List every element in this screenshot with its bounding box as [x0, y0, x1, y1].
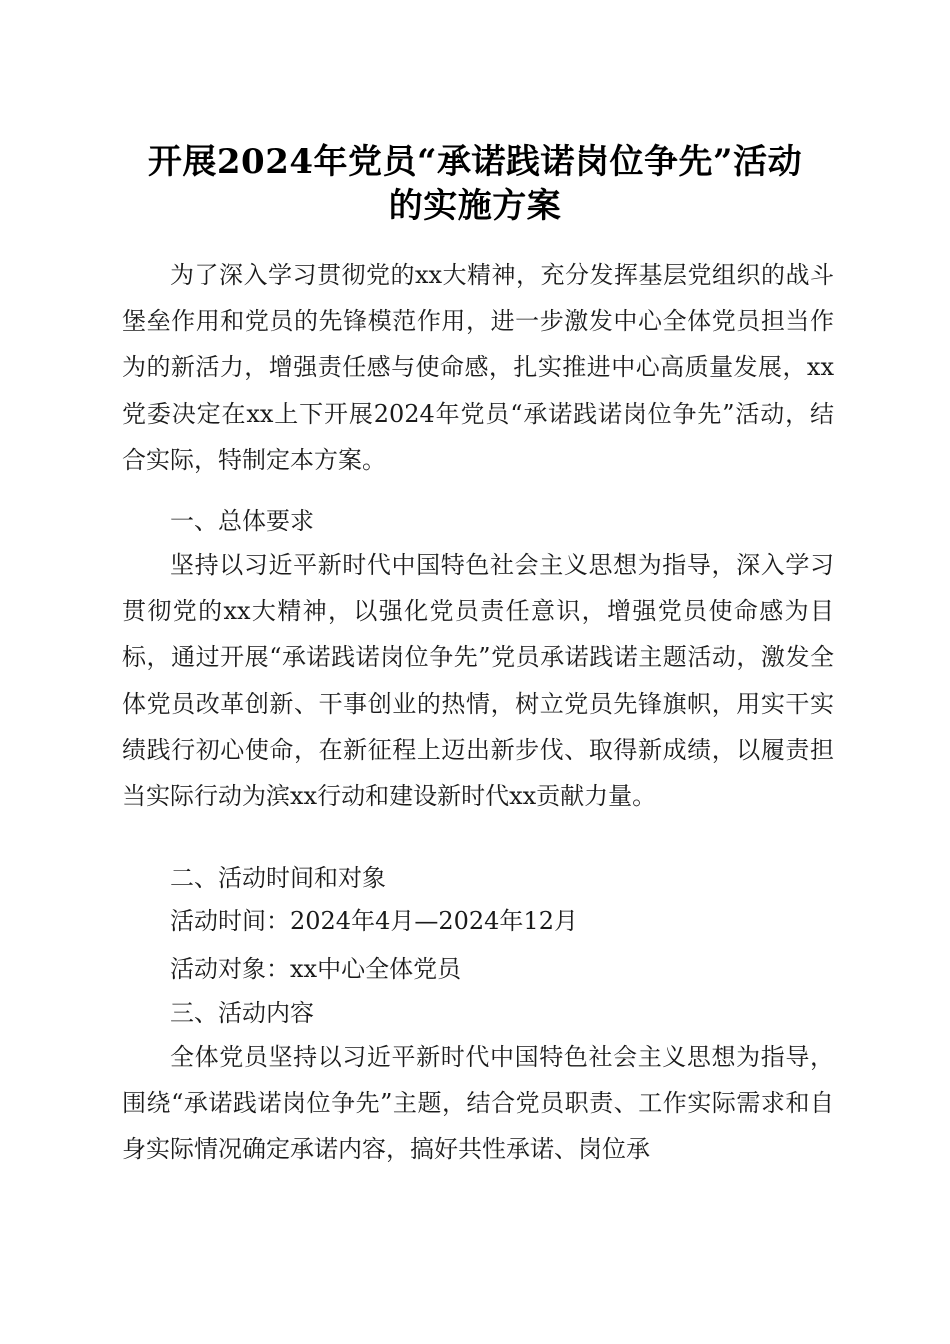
section-body-general-requirements: 坚持以习近平新时代中国特色社会主义思想为指导，深入学习贯彻党的xx大精神，以强化党员责任意识，增强党员使命感为目标，通过开展“承诺践诺岗位争先”党员承诺践诺主题活动，激发全体党员改革创新、干事创业的热情，树立党员先锋旗帜，用实干实绩践行初心使命，在新征程上迈出新步伐、取得新成绩，以履责担当实际行动为滨xx行动和建设新时代xx贡献力量。	[122, 551, 834, 811]
document-title-line-1: 开展2024年党员“承诺践诺岗位争先”活动	[147, 142, 803, 182]
section-heading-activity-content: 三、活动内容	[170, 999, 314, 1027]
section-heading-time-and-target: 二、活动时间和对象	[170, 864, 386, 892]
activity-target-line: 活动对象：xx中心全体党员	[170, 955, 462, 983]
section-heading-general-requirements: 一、总体要求	[170, 507, 314, 535]
intro-paragraph: 为了深入学习贯彻党的xx大精神，充分发挥基层党组织的战斗堡垒作用和党员的先锋模范作用，进一步激发中心全体党员担当作为的新活力，增强责任感与使命感，扎实推进中心高质量发展，xx党委决定在xx上下开展2024年党员“承诺践诺岗位争先”活动，结合实际，特制定本方案。	[122, 261, 834, 474]
activity-time-line: 活动时间：2024年4月—2024年12月	[170, 907, 578, 935]
section-body-activity-content: 全体党员坚持以习近平新时代中国特色社会主义思想为指导，围绕“承诺践诺岗位争先”主题，结合党员职责、工作实际需求和自身实际情况确定承诺内容，搞好共性承诺、岗位承	[122, 1043, 834, 1164]
document-title-line-2: 的实施方案	[388, 186, 562, 226]
